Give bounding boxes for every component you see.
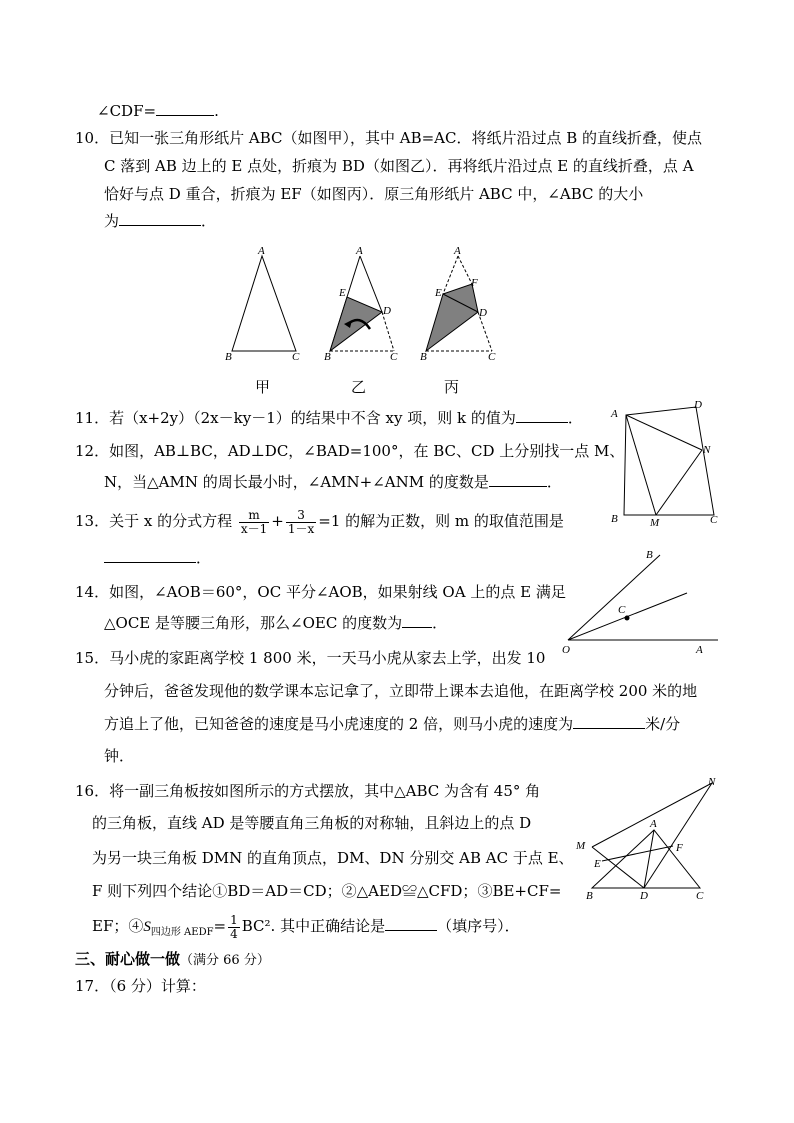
q12-line1: 12．如图，AB⊥BC，AD⊥DC，∠BAD=100°，在 BC、CD 上分别找一点 M、 <box>75 442 625 460</box>
label-a: A <box>356 245 363 257</box>
segment-mn <box>592 783 712 847</box>
q12-line2: N，当△AMN 的周长最小时，∠AMN+∠ANM 的度数是 ． <box>104 473 562 491</box>
q13-line2: ． <box>104 548 211 568</box>
caption-jia: 甲 <box>255 378 271 396</box>
label-d: D <box>694 399 702 411</box>
q10-line3: 恰好与点 D 重合，折痕为 EF（如图丙）．原三角形纸片 ABC 中，∠ABC 的大小 <box>104 185 644 203</box>
label-m: M <box>650 517 660 529</box>
q14-line2: △OCE 是等腰三角形，那么∠OEC 的度数为 ． <box>104 614 448 632</box>
label-d: D <box>479 307 487 319</box>
q10-line1: 10．已知一张三角形纸片 ABC（如图甲），其中 AB=AC．将纸片沿过点 B 的直线折叠，使点 <box>75 129 703 147</box>
triangle-jia <box>232 256 296 351</box>
label-a: A <box>454 245 461 257</box>
q14-figure <box>560 545 720 660</box>
fig-bing-shaded <box>426 284 478 351</box>
fraction-3: $\frac{3}{1-x}$ <box>287 507 315 536</box>
fraction-m: $\frac{m}{x-1}$ <box>240 507 268 536</box>
label-a: A <box>650 818 657 830</box>
label-a: A <box>696 644 703 656</box>
label-e: E <box>435 287 442 299</box>
segment-ad <box>644 830 654 888</box>
q9-tail: ∠CDF= . <box>97 102 219 120</box>
q11: 11．若（x+2y）（2x－ky－1）的结果中不含 xy 项，则 k 的值为 ． <box>75 409 583 427</box>
q16-figure <box>572 775 724 905</box>
label-e: E <box>339 287 346 299</box>
answer-blank[interactable] <box>385 916 437 931</box>
label-b: B <box>225 351 232 363</box>
answer-blank[interactable] <box>573 714 645 729</box>
segment-am <box>626 415 656 515</box>
label-c: C <box>488 351 496 363</box>
fig-bing-dashed <box>458 256 472 284</box>
q16-line1: 16．将一副三角板按如图所示的方式摆放，其中△ABC 为含有 45° 角 <box>75 782 541 800</box>
q14-line1: 14．如图，∠AOB＝60°，OC 平分∠AOB，如果射线 OA 上的点 E 满足 <box>75 583 566 601</box>
q10-figures <box>220 244 510 369</box>
label-b: B <box>420 351 427 363</box>
label-c: C <box>696 890 704 902</box>
label-c: C <box>390 351 398 363</box>
ray-ob <box>568 555 660 640</box>
quad-abcd <box>624 407 714 515</box>
label-e: E <box>594 858 601 870</box>
q10-line2: C 落到 AB 边上的 E 点处，折痕为 BD（如图乙）．再将纸片沿过点 E 的直线折叠，点 A <box>104 157 694 175</box>
fraction-quarter: $\frac{1}{4}$ <box>230 912 238 941</box>
label-m: M <box>576 840 586 852</box>
label-c: C <box>710 514 718 526</box>
q15-line1: 15．马小虎的家距离学校 1 800 米，一天马小虎从家去上学，出发 10 <box>75 649 546 667</box>
label-f: F <box>676 842 683 854</box>
q17: 17．（6 分）计算： <box>75 977 206 995</box>
segment-an <box>626 415 702 450</box>
fig-yi-dashed <box>382 312 394 351</box>
label-b: B <box>646 549 653 561</box>
label-c: C <box>618 604 626 616</box>
label-n: N <box>703 444 711 456</box>
fig-yi-shaded <box>330 297 382 351</box>
q16-line4: F 则下列四个结论①BD＝AD＝CD；②△AED≌△CFD；③BE+CF= <box>92 882 562 900</box>
answer-blank[interactable] <box>104 548 196 563</box>
caption-yi: 乙 <box>351 378 367 396</box>
q16-line5: EF；$④S_{四边形 AEDF}=$ $\frac{1}{4}$ BC². 其中正确结论是 （填序号）． <box>92 912 520 941</box>
fig-bing-dashed <box>443 256 458 294</box>
caption-bing: 丙 <box>444 378 460 396</box>
label-c: C <box>292 351 300 363</box>
segment-mn <box>656 450 702 515</box>
answer-blank[interactable] <box>489 472 547 487</box>
point-c <box>625 616 630 621</box>
label-f: F <box>471 277 478 289</box>
q16-line3: 为另一块三角板 DMN 的直角顶点，DM、DN 分别交 AB AC 于点 E、 <box>92 849 574 867</box>
q15-line2: 分钟后，爸爸发现他的数学课本忘记拿了，立即带上课本去追他，在距离学校 200 米的地 <box>104 682 698 700</box>
label-n: N <box>708 776 716 788</box>
label-b: B <box>611 513 618 525</box>
q10-line4: 为 ． <box>104 212 217 230</box>
answer-blank[interactable] <box>516 408 568 423</box>
answer-blank[interactable] <box>119 211 201 226</box>
label-d: D <box>640 890 648 902</box>
section-3-heading: 三、耐心做一做（满分 66 分） <box>75 950 270 968</box>
answer-blank[interactable] <box>402 613 432 628</box>
q12-figure <box>606 395 726 530</box>
q15-line4: 钟． <box>104 747 135 765</box>
q15-line3: 方追上了他，已知爸爸的速度是马小虎速度的 2 倍，则马小虎的速度为 米/分 <box>104 715 681 733</box>
label-a: A <box>258 245 265 257</box>
answer-blank[interactable] <box>156 101 214 116</box>
label-b: B <box>586 890 593 902</box>
label-b: B <box>324 351 331 363</box>
label-a: A <box>611 408 618 420</box>
q16-line2: 的三角板，直线 AD 是等腰直角三角板的对称轴，且斜边上的点 D <box>92 814 532 832</box>
segment-dn <box>644 783 712 888</box>
label-d: D <box>383 305 391 317</box>
q13: 13．关于 x 的分式方程 $\frac{m}{x-1}$ + $\frac{3}{1-x}$ =1 的解为正数，则 m 的取值范围是 <box>75 507 564 536</box>
label-o: O <box>562 644 570 656</box>
